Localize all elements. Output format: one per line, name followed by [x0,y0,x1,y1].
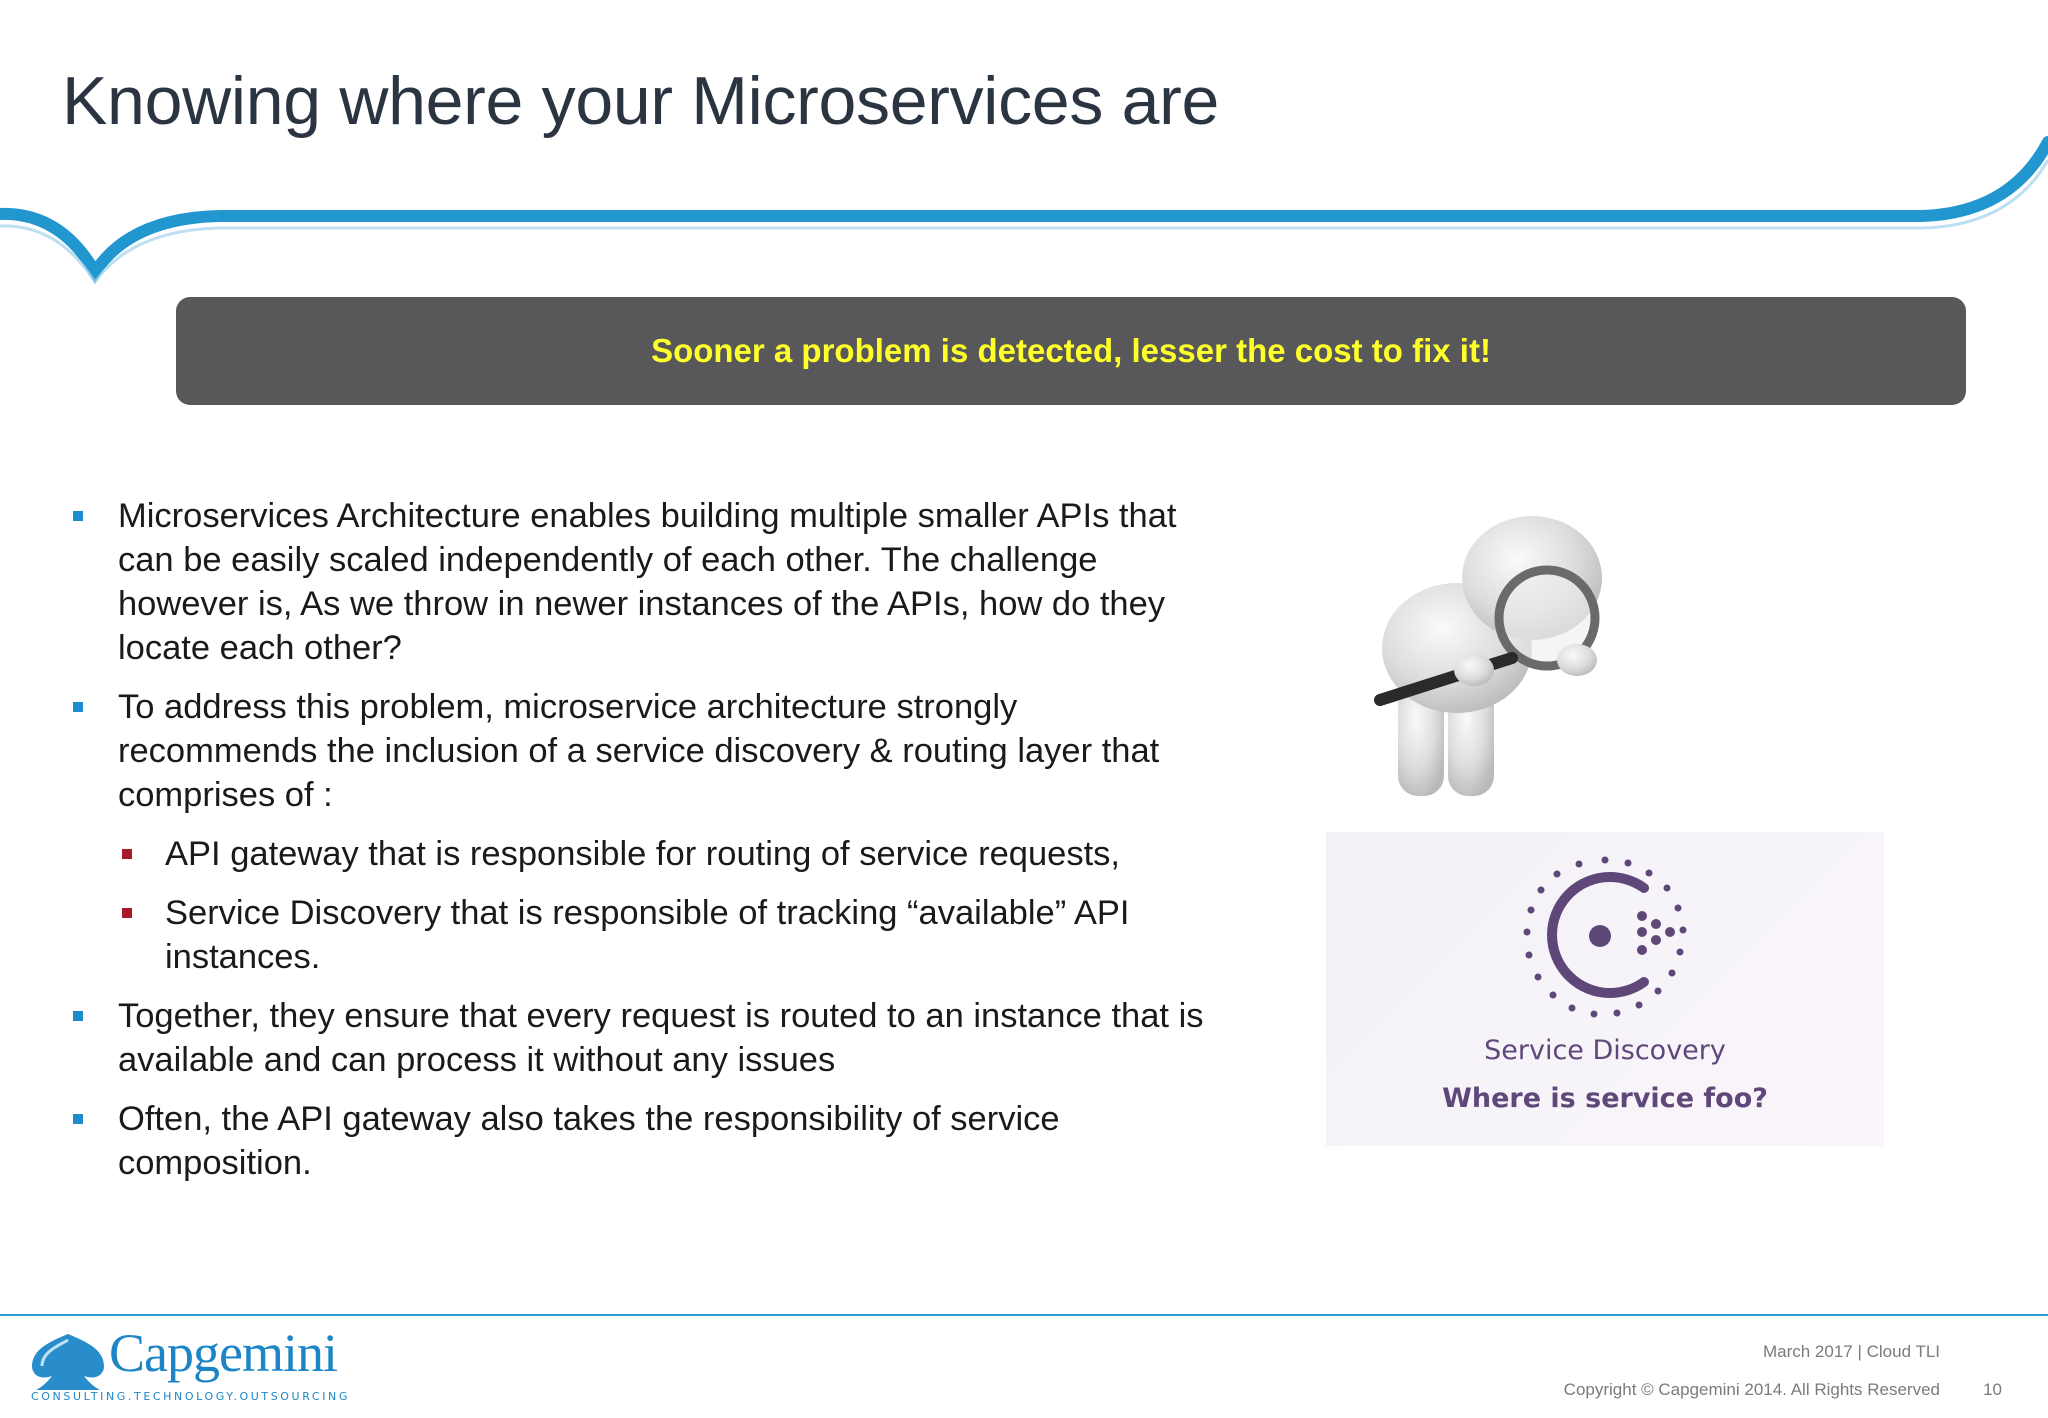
header-wave-decoration [0,0,2048,300]
bullet-item: Together, they ensure that every request is routed to an instance that is available and can process it without any issues [60,994,1210,1082]
spade-icon [28,1330,108,1394]
bullet-list [60,494,1210,1200]
service-discovery-label: Service Discovery [1484,1035,1726,1066]
service-discovery-card [1326,832,1884,1146]
footer-date: March 2017 | Cloud TLI [1762,1342,1940,1361]
sub-bullet-item: API gateway that is responsible for routing of service requests, [60,832,1210,876]
magnifier-figure-illustration [1362,508,1642,808]
service-discovery-caption: Where is service foo? [1442,1083,1768,1114]
consul-logo-icon [1522,854,1688,1020]
callout-text: Sooner a problem is detected, lesser the cost to fix it! [651,332,1491,369]
bullet-item: Microservices Architecture enables building multiple smaller APIs that can be easily scaled independently of each other. The challenge however is, As we throw in newer instances of the APIs, how do they locate each other? [60,494,1210,670]
bullet-item: To address this problem, microservice architecture strongly recommends the inclusion of a service discovery & routing layer that comprises of : [60,685,1210,817]
page-number: 10 [1983,1380,2002,1399]
callout-banner [176,297,1966,405]
footer-divider [0,1314,2048,1316]
footer-copyright: Copyright © Capgemini 2014. All Rights Reserved [1563,1380,1940,1399]
logo-wordmark: Capgemini [109,1323,337,1383]
bullet-item: Often, the API gateway also takes the responsibility of service composition. [60,1097,1210,1185]
slide-title: Knowing where your Microservices are [62,63,1219,139]
sub-bullet-item: Service Discovery that is responsible of tracking “available” API instances. [60,891,1210,979]
logo-tagline: CONSULTING.TECHNOLOGY.OUTSOURCING [31,1390,350,1403]
